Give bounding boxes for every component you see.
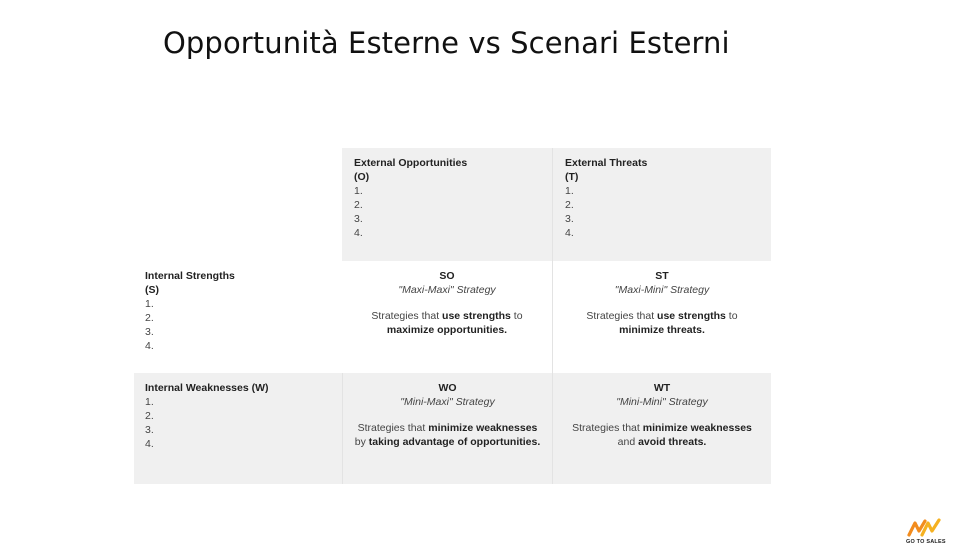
wo-desc-bold: taking advantage of opportunities. (368, 436, 541, 448)
list-item: 4. (354, 227, 363, 239)
strengths-code: (S) (145, 284, 159, 296)
wo-strategy-cell (342, 373, 552, 484)
list-item: 3. (354, 213, 363, 225)
logo-text: GO TO SALES (906, 539, 946, 545)
st-desc-text: Strategies that (586, 310, 658, 322)
so-desc-text: to (510, 310, 523, 322)
wo-subtitle: "Mini-Maxi" Strategy (400, 396, 495, 408)
threats-header (552, 148, 771, 261)
wo-name: WO (438, 382, 457, 394)
wt-subtitle: "Mini-Mini" Strategy (616, 396, 708, 408)
wt-desc-text: Strategies that (572, 422, 643, 434)
wt-desc-text: and (617, 436, 639, 448)
st-desc-bold: minimize threats. (619, 324, 705, 336)
wo-description (353, 421, 542, 449)
strengths-header (134, 261, 342, 373)
page-title: Opportunità Esterne vs Scenari Esterni (163, 26, 730, 60)
threats-title: External Threats (565, 157, 648, 169)
list-item: 4. (565, 227, 574, 239)
wt-desc-bold: minimize weaknesses (642, 422, 752, 434)
so-desc-bold: use strengths (442, 310, 511, 322)
list-item: 2. (145, 410, 154, 422)
wo-desc-text: by (354, 436, 369, 448)
opportunities-code: (O) (354, 171, 370, 183)
st-subtitle: "Maxi-Mini" Strategy (614, 284, 710, 296)
go-to-sales-logo (906, 518, 946, 545)
so-strategy-cell (342, 261, 552, 373)
st-name: ST (655, 270, 669, 282)
list-item: 3. (145, 424, 154, 436)
list-item: 4. (145, 438, 154, 450)
swot-matrix (134, 148, 771, 484)
wt-name: WT (653, 382, 671, 394)
so-desc-bold: maximize opportunities. (386, 324, 508, 336)
list-item: 1. (565, 185, 574, 197)
list-item: 2. (145, 312, 154, 324)
st-description (563, 309, 761, 337)
st-desc-bold: use strengths (657, 310, 726, 322)
so-desc-text: Strategies that (371, 310, 443, 322)
opportunities-header (342, 148, 552, 261)
wt-strategy-cell (552, 373, 771, 484)
opportunities-title: External Opportunities (354, 157, 468, 169)
wt-desc-bold: avoid threats. (638, 436, 707, 448)
list-item: 1. (145, 298, 154, 310)
wo-desc-text: Strategies that (357, 422, 429, 434)
so-description (352, 309, 542, 337)
logo-mark-icon (906, 518, 942, 538)
list-item: 1. (354, 185, 363, 197)
list-item: 2. (565, 199, 574, 211)
wt-description (563, 421, 761, 449)
wo-desc-bold: minimize weaknesses (428, 422, 538, 434)
weaknesses-header (134, 373, 342, 484)
threats-code: (T) (565, 171, 579, 183)
st-strategy-cell (552, 261, 771, 373)
list-item: 3. (145, 326, 154, 338)
list-item: 3. (565, 213, 574, 225)
so-subtitle: "Maxi-Maxi" Strategy (398, 284, 496, 296)
weaknesses-title: Internal Weaknesses (W) (145, 382, 269, 394)
so-name: SO (439, 270, 455, 282)
strengths-title: Internal Strengths (145, 270, 235, 282)
matrix-corner-cell (134, 148, 342, 261)
list-item: 2. (354, 199, 363, 211)
st-desc-text: to (725, 310, 738, 322)
list-item: 4. (145, 340, 154, 352)
list-item: 1. (145, 396, 154, 408)
